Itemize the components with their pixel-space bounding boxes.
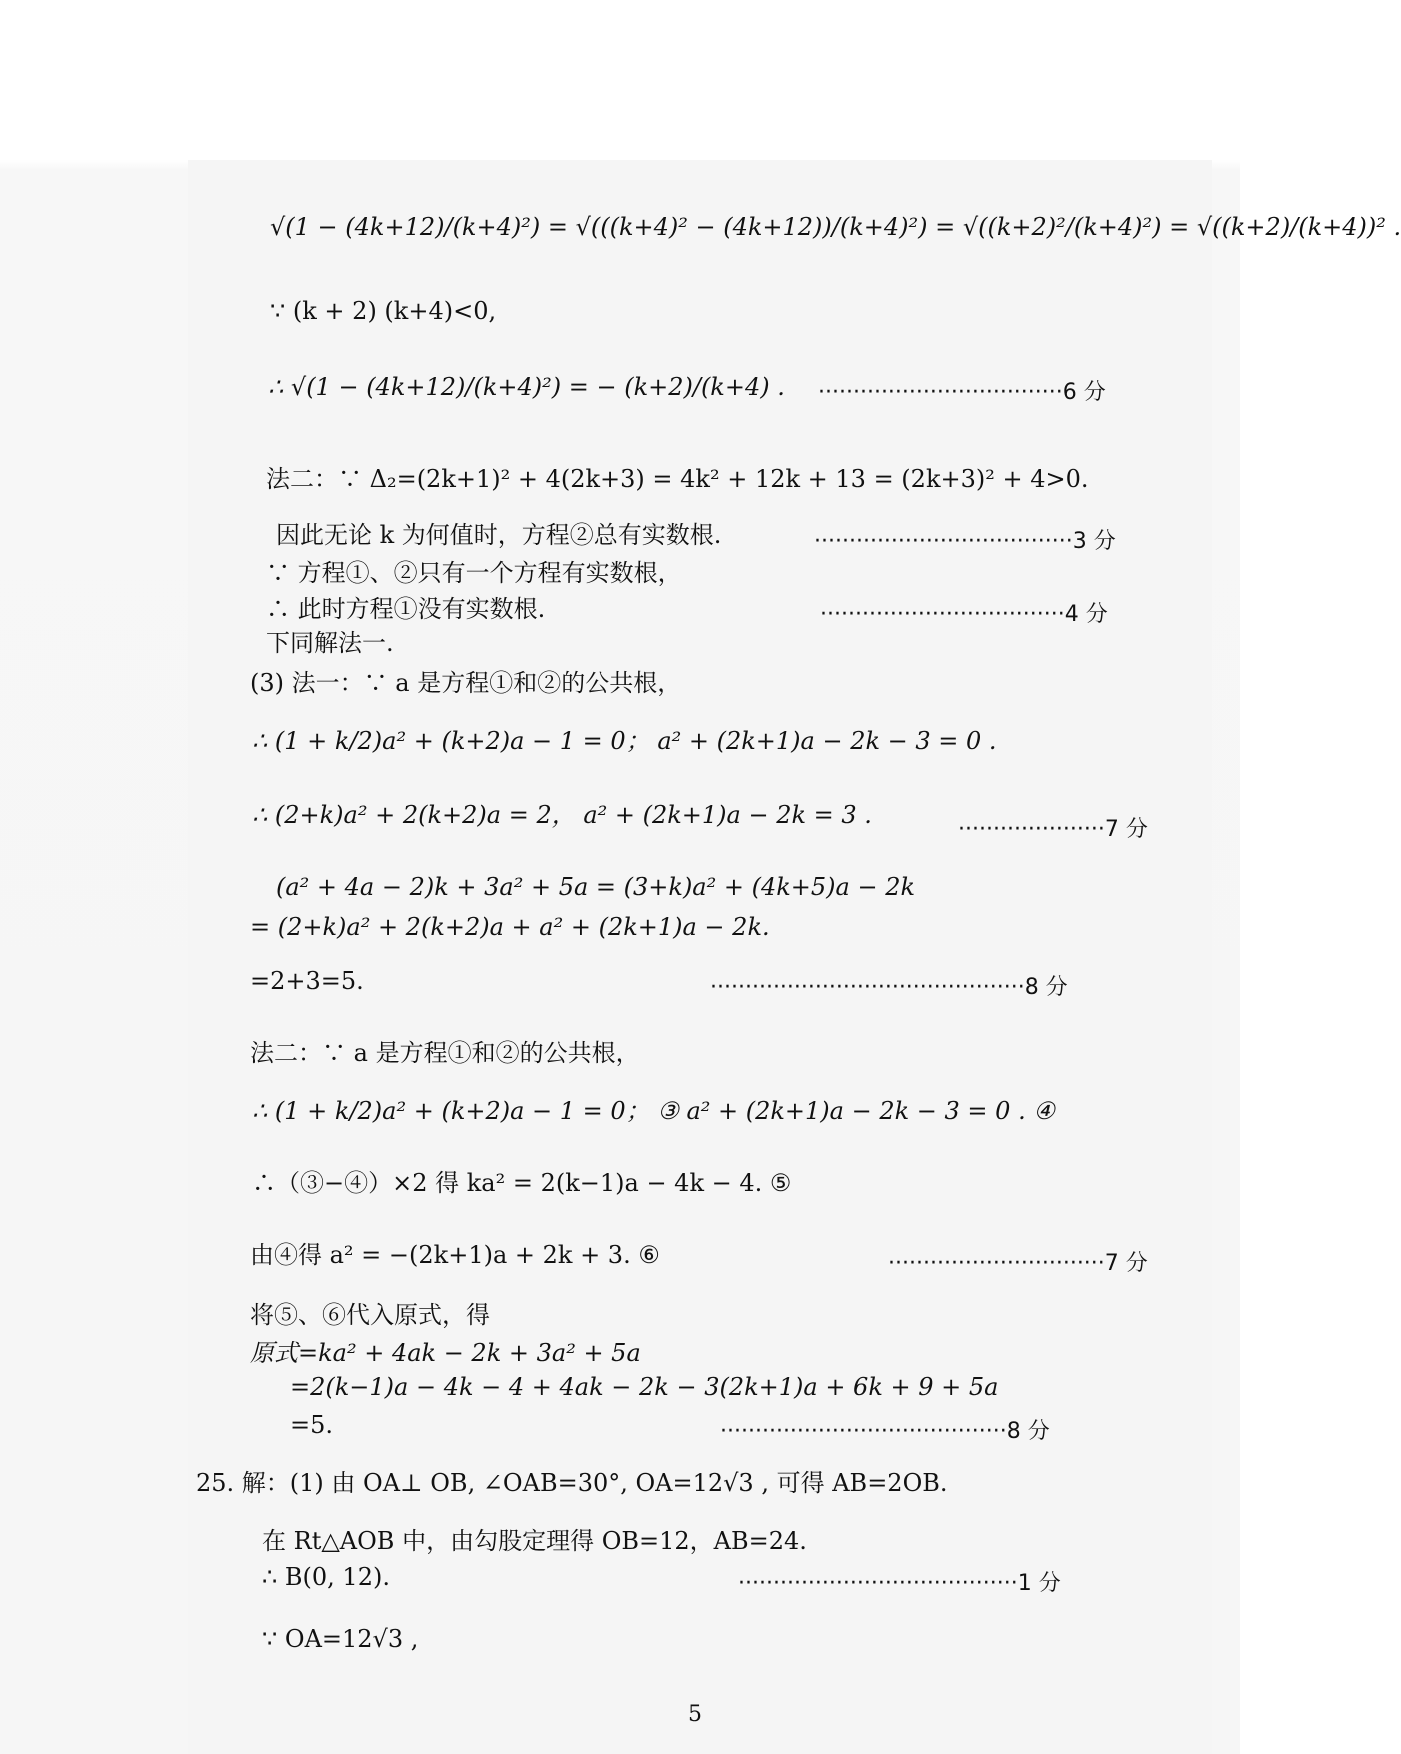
text-line-19: 将⑤、⑥代入原式，得 [250, 1301, 490, 1329]
text-line-7: ∴ 此时方程①没有实数根. [266, 595, 546, 623]
formula-line-3: ∴ √(1 − (4k+12)/(k+4)²) = − (k+2)/(k+4) . [268, 373, 785, 401]
text-line-14: =2+3=5. [250, 967, 364, 995]
text-line-8: 下同解法一. [266, 629, 394, 657]
formula-line-18: 由④得 a² = −(2k+1)a + 2k + 3. ⑥ [250, 1241, 660, 1269]
formula-line-13: = (2+k)a² + 2(k+2)a + a² + (2k+1)a − 2k. [250, 913, 770, 941]
score-7b: ·······························7 分 [888, 1251, 1148, 1276]
text-line-22: =5. [290, 1411, 334, 1439]
score-8a: ·············································8 分 [710, 975, 1068, 1000]
formula-line-10: ∴ (1 + k/2)a² + (k+2)a − 1 = 0； a² + (2k+1)a − 2k − 3 = 0 . [252, 727, 997, 755]
formula-line-17: ∴（③−④）×2 得 ka² = 2(k−1)a − 4k − 4. ⑤ [252, 1169, 792, 1197]
text-line-5: 因此无论 k 为何值时，方程②总有实数根. [276, 521, 722, 549]
formula-line-21: =2(k−1)a − 4k − 4 + 4ak − 2k − 3(2k+1)a + 6k + 9 + 5a [290, 1373, 999, 1401]
text-line-15: 法二：∵ a 是方程①和②的公共根， [250, 1039, 640, 1067]
formula-line-11: ∴ (2+k)a² + 2(k+2)a = 2， a² + (2k+1)a − 2k = 3 . [252, 801, 872, 829]
text-line-24: 在 Rt△AOB 中，由勾股定理得 OB=12，AB=24. [262, 1527, 807, 1555]
formula-line-16: ∴ (1 + k/2)a² + (k+2)a − 1 = 0； ③ a² + (2k+1)a − 2k − 3 = 0 . ④ [252, 1097, 1055, 1125]
score-1: ········································1 分 [738, 1571, 1061, 1596]
text-line-9: (3) 法一：∵ a 是方程①和②的公共根， [250, 669, 682, 697]
formula-line-20: 原式=ka² + 4ak − 2k + 3a² + 5a [250, 1339, 641, 1367]
text-line-2: ∵ (k + 2) (k+4)<0, [270, 297, 497, 325]
text-line-4: 法二：∵ Δ₂=(2k+1)² + 4(2k+3) = 4k² + 12k + 13 = (2k+3)² + 4>0. [266, 465, 1089, 493]
page-number: 5 [688, 1702, 702, 1727]
score-8b: ·········································8 分 [720, 1419, 1050, 1444]
text-line-25: ∴ B(0, 12). [262, 1563, 390, 1591]
text-line-23: 25. 解：(1) 由 OA⊥ OB, ∠OAB=30°, OA=12√3 , 可得 AB=2OB. [196, 1469, 948, 1497]
score-4: ···································4 分 [820, 602, 1108, 627]
formula-line-12: (a² + 4a − 2)k + 3a² + 5a = (3+k)a² + (4k+5)a − 2k [276, 873, 916, 901]
score-3: ·····································3 分 [814, 529, 1116, 554]
formula-line-1: √(1 − (4k+12)/(k+4)²) = √(((k+4)² − (4k+12))/(k+4)²) = √((k+2)²/(k+4)²) = √((k+2)/(k+4))² . [270, 213, 1401, 241]
score-6: ···································6 分 [818, 380, 1106, 405]
text-line-6: ∵ 方程①、②只有一个方程有实数根， [266, 559, 682, 587]
text-line-26: ∵ OA=12√3 , [262, 1625, 419, 1653]
score-7a: ·····················7 分 [958, 817, 1148, 842]
